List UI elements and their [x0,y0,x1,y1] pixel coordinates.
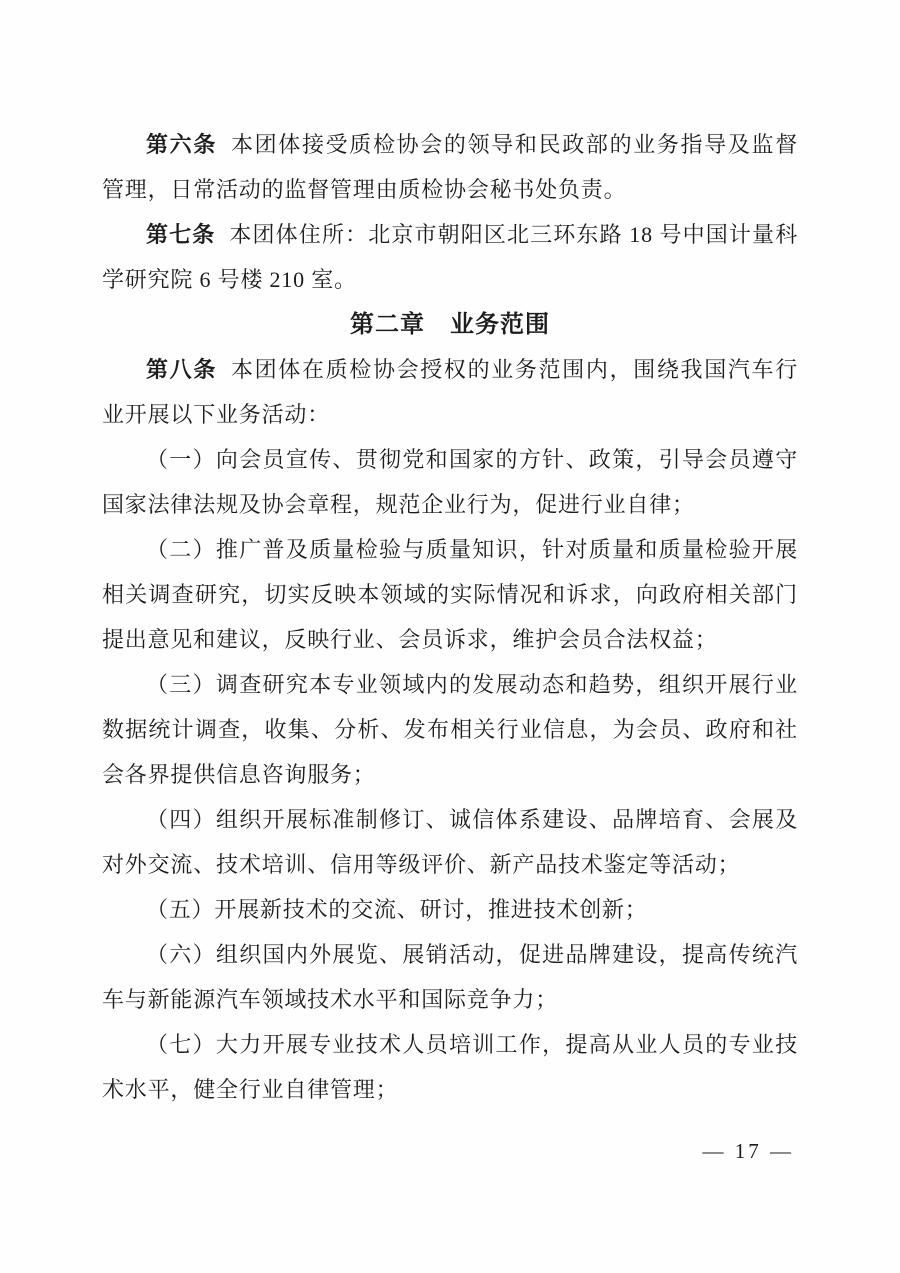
paragraph-text: （三）调查研究本专业领域内的发展动态和趋势，组织开展行业数据统计调查，收集、分析、发布相关行业信息，为会员、政府和社会各界提供信息咨询服务； [102,672,798,787]
paragraph-text: （七）大力开展专业技术人员培训工作，提高从业人员的专业技术水平，健全行业自律管理； [102,1032,798,1102]
list-item-paragraph [102,662,798,797]
document-body [102,122,798,1112]
list-item-paragraph [102,887,798,932]
list-item-paragraph [102,797,798,887]
article-label: 第八条 [146,357,217,382]
paragraph-text: （六）组织国内外展览、展销活动，促进品牌建设，提高传统汽车与新能源汽车领域技术水平和国际竞争力； [102,942,798,1012]
paragraph-text: （二）推广普及质量检验与质量知识，针对质量和质量检验开展相关调查研究，切实反映本领域的实际情况和诉求，向政府相关部门提出意见和建议，反映行业、会员诉求，维护会员合法权益； [102,537,798,652]
list-item-paragraph [102,1022,798,1112]
paragraph-text: 本团体在质检协会授权的业务范围内，围绕我国汽车行业开展以下业务活动： [102,357,798,427]
paragraph-text: 本团体住所：北京市朝阳区北三环东路 18 号中国计量科学研究院 6 号楼 210 室。 [102,222,798,292]
paragraph-text: （一）向会员宣传、贯彻党和国家的方针、政策，引导会员遵守国家法律法规及协会章程，规范企业行为，促进行业自律； [102,447,798,517]
chapter-heading: 第二章 业务范围 [350,311,550,338]
article-paragraph [102,347,798,437]
article-paragraph [102,212,798,302]
page-number: — 17 — [702,1139,794,1163]
list-item-paragraph [102,932,798,1022]
article-label: 第七条 [146,222,216,247]
article-label: 第六条 [146,132,217,157]
paragraph-text: （五）开展新技术的交流、研讨，推进技术创新； [146,897,648,922]
list-item-paragraph [102,437,798,527]
list-item-paragraph [102,527,798,662]
paragraph-text: （四）组织开展标准制修订、诚信体系建设、品牌培育、会展及对外交流、技术培训、信用等级评价、新产品技术鉴定等活动； [102,807,798,877]
paragraph-text: 本团体接受质检协会的领导和民政部的业务指导及监督管理，日常活动的监督管理由质检协会秘书处负责。 [102,132,798,202]
article-paragraph [102,122,798,212]
